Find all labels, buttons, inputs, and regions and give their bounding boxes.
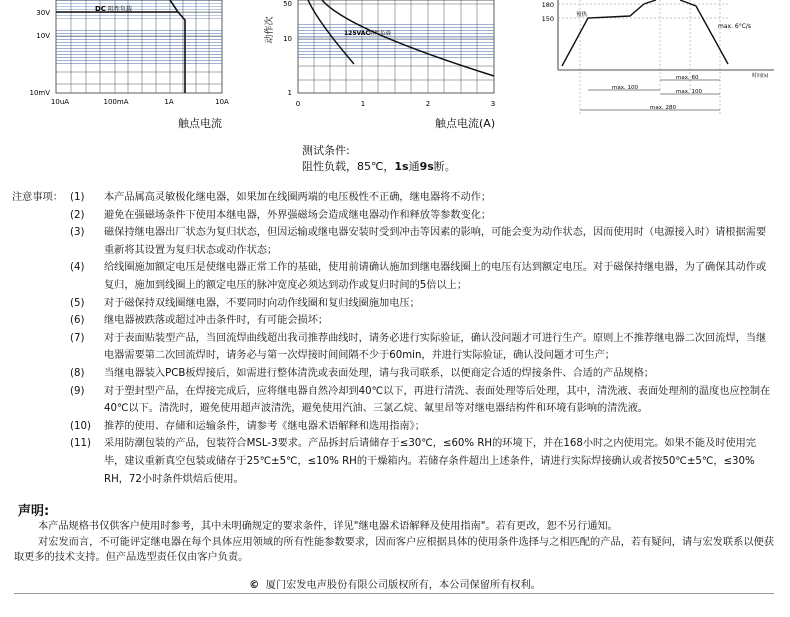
slope-label: max. 6°C/s [718, 23, 752, 30]
note-item: (7) 对于表面贴装型产品，当回流焊曲线超出我司推荐曲线时，请务必进行实际验证，确认没问题才可进行生产。原则上不推荐继电器二次回流焊，当继电器需要第二次回流焊时，请务必与第一次焊接时间间隔不少于60min，并进行实际验证，确认没问题才可生产； [70, 332, 767, 362]
y-tick: 150 [541, 15, 554, 23]
grid-band [56, 30, 222, 66]
y-tick: 30V [36, 9, 50, 17]
x-tick: 10uA [50, 98, 70, 106]
test-line: 阻性负载，85℃，1s通9s断。 [302, 160, 456, 173]
note-item: (8) 当继电器装入PCB板焊接后，如需进行整体清洗或表面处理，请与我司联系，以便商定合适的焊接条件、合适的产品规格； [70, 367, 654, 379]
note-item: (9) 对于塑封型产品，在焊接完成后，应将继电器自然冷却到40℃以下，再进行清洗、表面处理等后处理，其中，清洗液、表面处理剂的温度也应控制在40℃以下。清洗时，避免使用超声波清洗，避免使用汽油、三氯乙烷、氟里昂等对继电器结构件和环境有影响的清洗液。 [70, 385, 771, 415]
span-label: max. 100 [612, 85, 638, 91]
x-tick: 10A [215, 98, 229, 106]
notes-label: 注意事项： [12, 192, 63, 203]
note-item: (11) 采用防潮包装的产品，包装符合MSL-3要求。产品拆封后请储存于≤30℃，≤60% RH的环境下，并在168小时之内使用完。如果不能及时使用完毕，建议重新真空包装或储存于25℃±5℃，≤10% RH的干燥箱内。若储存条件超出上述条件，请进行实际焊接确认或者按50℃±5℃，≤30% RH，72小时条件烘焙后使用。 [70, 438, 757, 485]
note-item: (1) 本产品属高灵敏极化继电器，如果加在线圈两端的电压极性不正确，继电器将不动作； [70, 192, 492, 203]
declaration-paragraph: 对宏发而言，不可能评定继电器在每个具体应用领域的所有性能参数要求，因而客户应根据具体的使用条件选择与之相匹配的产品，若有疑问，请与宏发联系以便获取更多的技术支持。但产品选型责任仅由客户负责。 [14, 536, 774, 563]
x-tick: 100mA [103, 98, 129, 106]
footer-divider [14, 593, 774, 594]
note-item: (10) 推荐的使用、存储和运输条件，请参考《继电器术语解释和选用指南》； [70, 420, 425, 432]
x-tick: 2 [425, 100, 431, 108]
declaration-paragraph: 本产品规格书仅供客户使用时参考，其中未明确规定的要求条件，详见"继电器术语解释及使用指南"。若有更改，恕不另行通知。 [38, 521, 618, 532]
y-axis-label: 动作次 [265, 16, 275, 44]
notes-section [12, 189, 776, 488]
span-label: max. 60 [676, 75, 699, 81]
copyright-icon: © [249, 580, 260, 591]
y-tick: 10V [36, 32, 50, 40]
y-tick: 10mV [29, 89, 50, 97]
curve-label-voltage: 125VAC [344, 30, 370, 37]
test-title: 测试条件: [302, 144, 350, 157]
span-label: max. 280 [650, 105, 676, 111]
reflow-profile-chart [530, 0, 780, 120]
declaration-title: 声明: [18, 504, 50, 519]
x-tick: 3 [490, 100, 496, 108]
declaration-body [14, 519, 774, 566]
preheat-label: 预热 [576, 12, 588, 18]
y-tick: 50 [283, 0, 292, 8]
y-tick: 1 [287, 89, 292, 97]
curve-label-type: 阻性负载 [369, 31, 392, 37]
y-tick: 180 [541, 1, 554, 9]
note-item: (6) 继电器被跌落或超过冲击条件时，有可能会损坏； [70, 315, 329, 327]
curve-label-type: 阻性负载 [108, 6, 133, 13]
x-tick: 1 [360, 100, 366, 108]
time-axis-label: 时间(s) [752, 73, 769, 79]
note-item: (4) 给线圈施加额定电压是使继电器正常工作的基础，使用前请确认施加到继电器线圈上的电压有达到额定电压。对于磁保持继电器，为了确保其动作或复归，施加到线圈上的额定电压的脉冲宽度必须达到动作或复归时间的5倍以上； [70, 262, 767, 291]
x-tick: 0 [295, 100, 301, 108]
copyright-line [0, 576, 790, 591]
copyright-text: 厦门宏发电声股份有限公司版权所有，本公司保留所有权利。 [265, 580, 541, 591]
note-item: (3) 磁保持继电器出厂状态为复归状态，但因运输或继电器安装时受到冲击等因素的影响，可能会变为动作状态，因而使用时（电源接入时）请根据需要重新将其设置为复归状态或动作状态； [70, 227, 767, 256]
left-chart-caption: 触点电流 [178, 117, 222, 130]
load-limit-chart [0, 0, 260, 112]
note-item: (5) 对于磁保持双线圈继电器，不要同时向动作线圈和复归线圈施加电压； [70, 297, 420, 309]
curve-label-dc: DC [95, 5, 106, 13]
x-tick: 1A [164, 98, 174, 106]
mid-chart-caption: 触点电流(A) [435, 117, 496, 130]
span-label: max. 100 [676, 89, 702, 95]
life-curve-chart [258, 0, 508, 112]
reflow-curve [562, 0, 728, 66]
y-tick: 10 [283, 35, 292, 43]
test-conditions [302, 143, 456, 175]
note-item: (2) 避免在强磁场条件下使用本继电器，外界强磁场会造成继电器动作和释放等参数变化； [70, 209, 492, 221]
